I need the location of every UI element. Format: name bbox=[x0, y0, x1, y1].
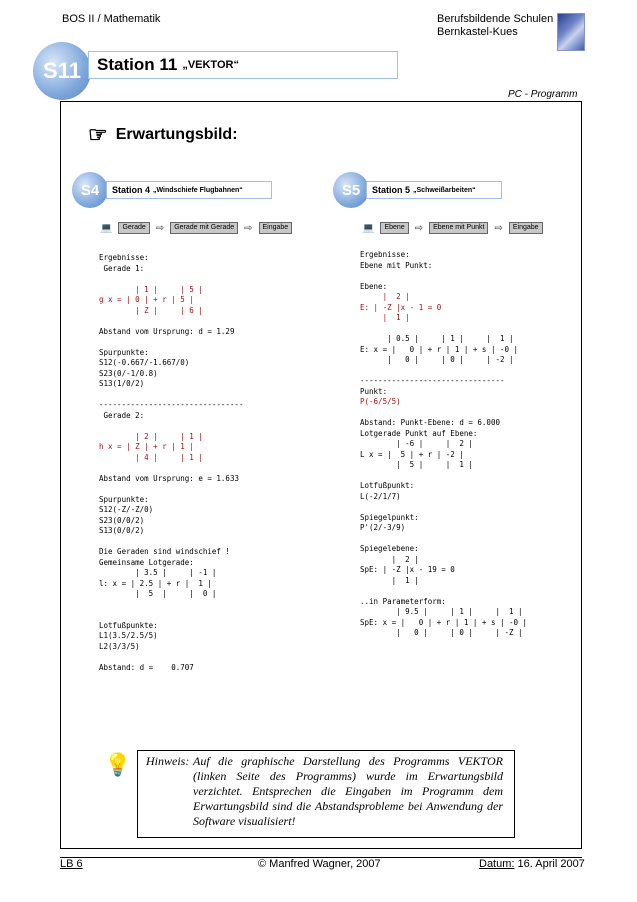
right-station-title-box bbox=[366, 181, 502, 199]
result-line: -------------------------------- bbox=[360, 376, 505, 385]
result-line bbox=[99, 390, 244, 401]
result-line bbox=[360, 408, 527, 419]
hint-text: Auf die graphische Darstellung des Programms VEKTOR (linken Seite des Programms) wurde im Erwartungsbild verzichtet. Entsprechen die Eingaben im Programm dem Erwartungsbild sind die Abstandsprobleme bei Anwendung der Software visualisiert! bbox=[193, 754, 503, 828]
result-line: Gemeinsame Lotgerade: bbox=[99, 557, 194, 567]
result-line: Gerade 2: bbox=[99, 410, 145, 420]
nav-eingabe-button[interactable]: Eingabe bbox=[509, 222, 543, 234]
result-line: Punkt: bbox=[360, 386, 388, 396]
result-line bbox=[99, 274, 244, 285]
section-heading bbox=[88, 124, 238, 146]
result-line: Gerade 1: bbox=[99, 263, 145, 273]
result-line: Lotfußpunkte: bbox=[99, 620, 158, 630]
footer-date-value: 16. April 2007 bbox=[517, 858, 585, 870]
result-line: L(-2/1/7) bbox=[360, 491, 401, 501]
result-line: SpE: x = | 0 | + r | 1 | + s | -0 | bbox=[360, 617, 528, 627]
nav-ebene-button[interactable]: Ebene bbox=[380, 222, 408, 234]
result-line bbox=[360, 471, 527, 482]
nav-ebene-mit-punkt-button[interactable]: Ebene mit Punkt bbox=[429, 222, 488, 234]
result-line: L1(3.5/2.5/5) bbox=[99, 631, 158, 640]
section-title: Erwartungsbild: bbox=[115, 126, 238, 143]
result-line: | 0.5 | | 1 | | 1 | bbox=[360, 334, 514, 343]
right-results bbox=[360, 250, 527, 639]
result-line bbox=[360, 271, 527, 282]
result-line: S23(0/0/2) bbox=[99, 515, 145, 525]
left-station-title: Station 4 bbox=[112, 185, 151, 195]
result-line bbox=[360, 366, 527, 377]
footer-left: LB 6 bbox=[60, 858, 83, 870]
result-line: Spurpunkte: bbox=[99, 494, 149, 504]
arrow-right-icon: ⇨ bbox=[244, 222, 253, 234]
result-line: Abstand: d = 0.707 bbox=[99, 662, 194, 672]
left-nav-row bbox=[100, 222, 292, 234]
result-line: Lotgerade Punkt auf Ebene: bbox=[360, 428, 478, 438]
result-line: S13(0/0/2) bbox=[99, 526, 145, 535]
result-line: | 1 | bbox=[360, 313, 410, 322]
result-line bbox=[360, 502, 527, 513]
result-line bbox=[99, 537, 244, 548]
result-line bbox=[99, 600, 244, 611]
result-line: l: x = | 2.5 | + r | 1 | bbox=[99, 578, 212, 588]
result-line: | 5 | | 1 | bbox=[360, 460, 473, 469]
left-result-listing bbox=[99, 253, 244, 673]
result-line bbox=[99, 484, 244, 495]
station-badge: S11 bbox=[33, 42, 91, 100]
result-line bbox=[360, 324, 527, 335]
computer-icon: 💻 bbox=[362, 222, 375, 234]
footer-copyright: © Manfred Wagner, 2007 bbox=[258, 858, 381, 870]
result-line: | 0 | | 0 | | -2 | bbox=[360, 355, 514, 364]
result-line: | -6 | | 2 | bbox=[360, 439, 473, 448]
result-line: Ebene mit Punkt: bbox=[360, 260, 433, 270]
result-line: Ergebnisse: bbox=[360, 250, 410, 259]
result-line: S13(1/0/2) bbox=[99, 379, 145, 388]
result-line bbox=[360, 586, 527, 597]
lightbulb-icon: 💡 bbox=[104, 752, 132, 777]
result-line: P(-6/5/5) bbox=[360, 397, 401, 406]
result-line: SpE: | -Z |x - 19 = 0 bbox=[360, 565, 455, 574]
result-line: | 2 | bbox=[360, 292, 410, 301]
result-line: | 0 | | 0 | | -Z | bbox=[360, 628, 523, 637]
result-line: g x = | 0 | + r | 5 | bbox=[99, 295, 194, 304]
result-line: Spiegelebene: bbox=[360, 544, 419, 553]
computer-icon: 💻 bbox=[100, 222, 113, 234]
result-line bbox=[99, 610, 244, 621]
footer-date-label: Datum: bbox=[479, 858, 515, 870]
school-name bbox=[437, 13, 553, 39]
result-line: | 2 | | 1 | bbox=[99, 431, 203, 441]
station-title-box bbox=[88, 51, 398, 79]
result-line bbox=[99, 316, 244, 327]
result-line: Spiegelpunkt: bbox=[360, 512, 419, 522]
right-station-title: Station 5 bbox=[372, 185, 411, 195]
nav-gerade-mit-gerade-button[interactable]: Gerade mit Gerade bbox=[170, 222, 238, 234]
result-line: ..in Parameterform: bbox=[360, 596, 446, 606]
result-line: L x = | 5 | + r | -2 | bbox=[360, 449, 464, 459]
result-line: Abstand vom Ursprung: e = 1.633 bbox=[99, 473, 239, 483]
left-station-subtitle: „Windschiefe Flugbahnen“ bbox=[153, 186, 243, 194]
result-line bbox=[99, 337, 244, 348]
result-line bbox=[99, 421, 244, 432]
result-line: | 4 | | 1 | bbox=[99, 452, 203, 462]
arrow-right-icon: ⇨ bbox=[414, 222, 424, 234]
result-line: E: | -Z |x - 1 = 0 bbox=[360, 302, 442, 312]
nav-gerade-button[interactable]: Gerade bbox=[118, 222, 149, 234]
result-line: | 5 | | 0 | bbox=[99, 589, 217, 598]
result-line: | 1 | | 5 | bbox=[99, 284, 203, 294]
right-result-listing bbox=[360, 250, 527, 639]
result-line: | 1 | bbox=[360, 575, 419, 585]
result-line: Abstand vom Ursprung: d = 1.29 bbox=[99, 326, 235, 336]
result-line: S12(-0.667/-1.667/0) bbox=[99, 358, 190, 367]
course-label: BOS II / Mathematik bbox=[62, 13, 161, 25]
nav-eingabe-button[interactable]: Eingabe bbox=[259, 222, 293, 234]
left-station-title-box bbox=[106, 181, 272, 199]
result-line: | 2 | bbox=[360, 554, 419, 564]
station-subtitle: „VEKTOR“ bbox=[182, 59, 239, 71]
result-line: E: x = | 0 | + r | 1 | + s | -0 | bbox=[360, 344, 519, 354]
result-line bbox=[360, 534, 527, 545]
left-results bbox=[99, 253, 244, 673]
hint-label: Hinweis: bbox=[146, 754, 190, 768]
result-line: | Z | | 6 | bbox=[99, 305, 203, 315]
result-line: h x = | Z | + r | 1 | bbox=[99, 442, 194, 451]
right-nav-row bbox=[362, 222, 543, 234]
result-line bbox=[99, 463, 244, 474]
result-line: Spurpunkte: bbox=[99, 347, 149, 357]
result-line: P'(2/-3/9) bbox=[360, 523, 406, 532]
result-line: -------------------------------- bbox=[99, 400, 244, 409]
program-label: PC - Programm bbox=[508, 89, 578, 100]
station-title: Station 11 bbox=[97, 55, 178, 74]
result-line: Abstand: Punkt-Ebene: d = 6.000 bbox=[360, 418, 500, 427]
arrow-right-icon: ⇨ bbox=[494, 222, 503, 234]
pointing-hand-icon: ☞ bbox=[88, 122, 108, 147]
result-line: | 9.5 | | 1 | | 1 | bbox=[360, 607, 523, 616]
school-line1: Berufsbildende Schulen bbox=[437, 13, 554, 25]
arrow-right-icon: ⇨ bbox=[155, 222, 165, 234]
result-line: Ergebnisse: bbox=[99, 253, 149, 262]
hint-box bbox=[137, 750, 515, 838]
result-line: Die Geraden sind windschief ! bbox=[99, 547, 230, 556]
result-line: L2(3/3/5) bbox=[99, 641, 140, 651]
footer-date bbox=[479, 858, 585, 870]
school-logo bbox=[557, 13, 585, 51]
result-line bbox=[99, 652, 244, 663]
school-line2: Bernkastel-Kues bbox=[437, 26, 518, 38]
result-line: Lotfußpunkt: bbox=[360, 481, 415, 490]
result-line: S12(-Z/-Z/0) bbox=[99, 505, 154, 514]
left-station-badge: S4 bbox=[72, 172, 108, 208]
result-line: S23(0/-1/0.8) bbox=[99, 368, 158, 378]
result-line: | 3.5 | | -1 | bbox=[99, 568, 217, 577]
right-station-subtitle: „Schweißarbeiten“ bbox=[413, 186, 476, 194]
right-station-badge: S5 bbox=[333, 172, 369, 208]
result-line: Ebene: bbox=[360, 281, 388, 291]
